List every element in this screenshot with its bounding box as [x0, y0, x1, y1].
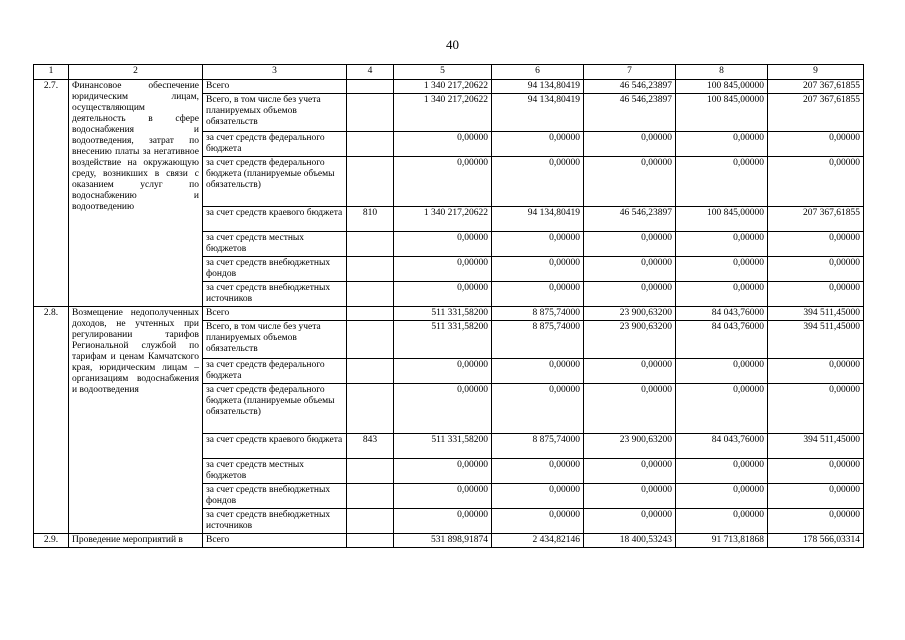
page-number: 40: [446, 37, 459, 52]
value-cell: 94 134,80419: [492, 207, 584, 232]
value-cell: 0,00000: [584, 157, 676, 207]
funding-source-cell: Всего: [203, 534, 347, 548]
value-cell: 0,00000: [492, 282, 584, 307]
value-cell: 0,00000: [676, 384, 768, 434]
code-cell: [347, 459, 394, 484]
funding-source-cell: за счет средств внебюджетных фондов: [203, 257, 347, 282]
value-cell: 0,00000: [584, 257, 676, 282]
funding-source-cell: Всего, в том числе без учета планируемых объемов обязательств: [203, 94, 347, 132]
value-cell: 0,00000: [492, 484, 584, 509]
code-cell: 810: [347, 207, 394, 232]
value-cell: 0,00000: [676, 509, 768, 534]
section-number: 2.9.: [34, 534, 69, 548]
funding-source-cell: за счет средств федерального бюджета (планируемые объемы обязательств): [203, 157, 347, 207]
table-row: [34, 307, 864, 321]
value-cell: 0,00000: [676, 132, 768, 157]
funding-source-cell: за счет средств внебюджетных фондов: [203, 484, 347, 509]
value-cell: 0,00000: [676, 484, 768, 509]
section-description: Финансовое обеспечение юридическим лицам, осуществляющим деятельность в сфере водоснабжения и водоотведения, затрат по внесению платы за негативное воздействие на окружающую среду, возникших в связи с оказанием услуг по водоснабжению и водоотведению: [69, 80, 203, 307]
value-cell: 0,00000: [676, 157, 768, 207]
value-cell: 0,00000: [768, 157, 864, 207]
value-cell: 0,00000: [768, 232, 864, 257]
value-cell: 0,00000: [492, 459, 584, 484]
value-cell: 100 845,00000: [676, 94, 768, 132]
value-cell: 23 900,63200: [584, 434, 676, 459]
code-cell: [347, 534, 394, 548]
header-cell: 3: [203, 65, 347, 80]
value-cell: 94 134,80419: [492, 80, 584, 94]
value-cell: 0,00000: [584, 484, 676, 509]
value-cell: 1 340 217,20622: [394, 207, 492, 232]
value-cell: 178 566,03314: [768, 534, 864, 548]
value-cell: 100 845,00000: [676, 80, 768, 94]
value-cell: 0,00000: [768, 459, 864, 484]
code-cell: [347, 94, 394, 132]
section-number: 2.8.: [34, 307, 69, 534]
value-cell: 511 331,58200: [394, 307, 492, 321]
value-cell: 1 340 217,20622: [394, 94, 492, 132]
funding-source-cell: за счет средств федерального бюджета (планируемые объемы обязательств): [203, 384, 347, 434]
funding-source-cell: Всего, в том числе без учета планируемых объемов обязательств: [203, 321, 347, 359]
value-cell: 0,00000: [394, 459, 492, 484]
value-cell: 0,00000: [768, 282, 864, 307]
value-cell: 23 900,63200: [584, 307, 676, 321]
value-cell: 0,00000: [768, 359, 864, 384]
value-cell: 0,00000: [492, 257, 584, 282]
code-cell: [347, 484, 394, 509]
value-cell: 0,00000: [584, 132, 676, 157]
value-cell: 0,00000: [394, 509, 492, 534]
value-cell: 23 900,63200: [584, 321, 676, 359]
header-cell: 8: [676, 65, 768, 80]
funding-source-cell: за счет средств краевого бюджета: [203, 207, 347, 232]
value-cell: 0,00000: [492, 509, 584, 534]
value-cell: 0,00000: [394, 257, 492, 282]
value-cell: 8 875,74000: [492, 307, 584, 321]
value-cell: 46 546,23897: [584, 80, 676, 94]
value-cell: 84 043,76000: [676, 434, 768, 459]
budget-table: [33, 64, 864, 548]
value-cell: 46 546,23897: [584, 207, 676, 232]
value-cell: 0,00000: [492, 232, 584, 257]
code-cell: [347, 509, 394, 534]
table-row: [34, 80, 864, 94]
code-cell: [347, 321, 394, 359]
value-cell: 0,00000: [394, 232, 492, 257]
value-cell: 207 367,61855: [768, 80, 864, 94]
header-cell: 6: [492, 65, 584, 80]
table-header-row: [34, 65, 864, 80]
code-cell: [347, 232, 394, 257]
funding-source-cell: за счет средств местных бюджетов: [203, 232, 347, 257]
header-cell: 7: [584, 65, 676, 80]
funding-source-cell: за счет средств внебюджетных источников: [203, 509, 347, 534]
funding-source-cell: за счет средств местных бюджетов: [203, 459, 347, 484]
value-cell: 0,00000: [676, 359, 768, 384]
value-cell: 8 875,74000: [492, 434, 584, 459]
value-cell: 394 511,45000: [768, 321, 864, 359]
value-cell: 0,00000: [676, 232, 768, 257]
value-cell: 2 434,82146: [492, 534, 584, 548]
header-cell: 9: [768, 65, 864, 80]
value-cell: 0,00000: [584, 232, 676, 257]
funding-source-cell: за счет средств федерального бюджета: [203, 359, 347, 384]
funding-source-cell: Всего: [203, 307, 347, 321]
table-row: [34, 534, 864, 548]
value-cell: 0,00000: [676, 459, 768, 484]
code-cell: [347, 307, 394, 321]
value-cell: 394 511,45000: [768, 307, 864, 321]
value-cell: 0,00000: [676, 257, 768, 282]
header-cell: 2: [69, 65, 203, 80]
value-cell: 0,00000: [584, 359, 676, 384]
section-description: Возмещение недополученных доходов, не учтенных при регулировании тарифов Региональной службой по тарифам и ценам Камчатского края, юридическим лицам – организациям водоснабжения и водоотведения: [69, 307, 203, 534]
value-cell: 46 546,23897: [584, 94, 676, 132]
section-description: Проведение мероприятий в: [69, 534, 203, 548]
value-cell: 0,00000: [584, 282, 676, 307]
value-cell: 207 367,61855: [768, 207, 864, 232]
code-cell: [347, 384, 394, 434]
funding-source-cell: за счет средств федерального бюджета: [203, 132, 347, 157]
value-cell: 511 331,58200: [394, 321, 492, 359]
value-cell: 0,00000: [584, 459, 676, 484]
value-cell: 8 875,74000: [492, 321, 584, 359]
code-cell: [347, 282, 394, 307]
section-number: 2.7.: [34, 80, 69, 307]
code-cell: [347, 257, 394, 282]
code-cell: [347, 80, 394, 94]
value-cell: 531 898,91874: [394, 534, 492, 548]
value-cell: 0,00000: [394, 157, 492, 207]
code-cell: [347, 157, 394, 207]
value-cell: 207 367,61855: [768, 94, 864, 132]
value-cell: 394 511,45000: [768, 434, 864, 459]
value-cell: 0,00000: [394, 132, 492, 157]
value-cell: 0,00000: [584, 509, 676, 534]
value-cell: 0,00000: [584, 384, 676, 434]
funding-source-cell: Всего: [203, 80, 347, 94]
value-cell: 0,00000: [492, 384, 584, 434]
value-cell: 91 713,81868: [676, 534, 768, 548]
code-cell: 843: [347, 434, 394, 459]
value-cell: 0,00000: [768, 132, 864, 157]
value-cell: 0,00000: [394, 359, 492, 384]
value-cell: 0,00000: [394, 384, 492, 434]
value-cell: 84 043,76000: [676, 321, 768, 359]
value-cell: 0,00000: [768, 509, 864, 534]
value-cell: 0,00000: [492, 132, 584, 157]
value-cell: 0,00000: [394, 484, 492, 509]
value-cell: 84 043,76000: [676, 307, 768, 321]
value-cell: 94 134,80419: [492, 94, 584, 132]
value-cell: 0,00000: [768, 484, 864, 509]
value-cell: 0,00000: [676, 282, 768, 307]
value-cell: 100 845,00000: [676, 207, 768, 232]
value-cell: 1 340 217,20622: [394, 80, 492, 94]
value-cell: 18 400,53243: [584, 534, 676, 548]
value-cell: 0,00000: [768, 384, 864, 434]
value-cell: 0,00000: [492, 359, 584, 384]
value-cell: 0,00000: [394, 282, 492, 307]
header-cell: 4: [347, 65, 394, 80]
code-cell: [347, 359, 394, 384]
header-cell: 1: [34, 65, 69, 80]
funding-source-cell: за счет средств краевого бюджета: [203, 434, 347, 459]
code-cell: [347, 132, 394, 157]
header-cell: 5: [394, 65, 492, 80]
value-cell: 0,00000: [492, 157, 584, 207]
value-cell: 0,00000: [768, 257, 864, 282]
funding-source-cell: за счет средств внебюджетных источников: [203, 282, 347, 307]
value-cell: 511 331,58200: [394, 434, 492, 459]
